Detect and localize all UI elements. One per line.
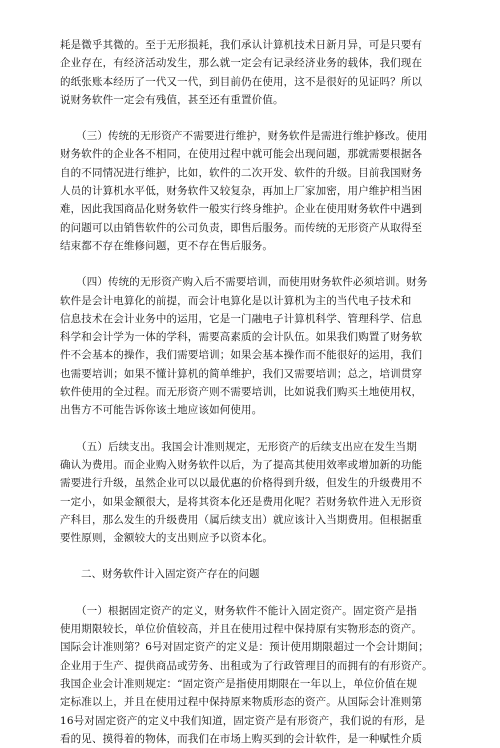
text-line: 确认为费用。而企业购入财务软件以后，为了提高其使用效率或增加新的功能 <box>60 458 423 471</box>
text-line: 企业用于生产、提供商品或劳务、出租或为了行政管理目的而拥有的有形资产。 <box>60 659 433 672</box>
text-line: 看的见、摸得着的物体，而我们在市场上购买到的会计软件，是一种赋性介质 <box>60 732 423 745</box>
text-line: 使用期限较长，单位价值较高，并且在使用过程中保持原有实物形态的资产。 <box>60 623 423 636</box>
paragraph-spacer <box>60 584 440 602</box>
text-line: 自的不同情况进行维护，比如，软件的二次开发、软件的升级。目前我国财务 <box>60 166 423 179</box>
paragraph-subsequent-expenditure <box>60 438 440 548</box>
paragraph-spacer <box>60 109 440 127</box>
text-line: 要性原则，金额较大的支出则应予以资本化。 <box>60 532 273 545</box>
text-line: 国际会计准则第？6号对固定资产的定义是：预计使用期限超过一个会计期间； <box>60 641 429 654</box>
paragraph-residual-value <box>60 36 440 109</box>
paragraph-spacer <box>60 547 440 565</box>
text-line: 人员的计算机水平低，财务软件又较复杂，再加上厂家加密，用户维护相当困 <box>60 185 423 198</box>
text-line: 一定小，如果金额很大，是将其资本化还是费用化呢？若财务软件进入无形资 <box>60 495 423 508</box>
text-line: 我国企业会计准则规定：“固定资产是指使用期限在一年以上，单位价值在规 <box>60 677 417 690</box>
text-line: 产科目，那么发生的升级费用（属后续支出）就应该计入当期费用。但根据重 <box>60 513 423 526</box>
text-line: 软件是会计电算化的前提，而会计电算化是以计算机为主的当代电子技术和 <box>60 294 412 307</box>
text-line: （五）后续支出。我国会计准则规定，无形资产的后续支出应在发生当期 <box>60 440 417 453</box>
text-line: 16号对固定资产的定义中我们知道，固定资产是有形资产，我们说的有形，是 <box>60 714 426 727</box>
text-line: 难，因此我国商品化财务软件一般实行终身维护。企业在使用财务软件中遇到 <box>60 203 423 216</box>
paragraph-maintenance <box>60 127 440 255</box>
text-line: （四）传统的无形资产购入后不需要培训，而使用财务软件必须培训。财务 <box>60 276 428 289</box>
text-line: 结束都不存在维修问题，更不存在售后服务。 <box>60 239 273 252</box>
text-line: 软件使用的全过程。而无形资产则不需要培训，比如说我们购买土地使用权， <box>60 386 423 399</box>
text-line: 企业存在，有经济活动发生，那么就一定会有记录经济业务的载体，我们现在 <box>60 57 423 70</box>
paragraph-spacer <box>60 420 440 438</box>
text-line: 耗是微乎其微的。至于无形损耗，我们承认计算机技术日新月异，可是只要有 <box>60 39 423 51</box>
paragraph-spacer <box>60 255 440 273</box>
text-line: 定标准以上，并且在使用过程中保持原来物质形态的资产。从国际会计准则第 <box>60 696 423 709</box>
text-line: 也需要培训；如果不懂计算机的简单维护，我们又需要培训；总之，培训贯穿 <box>60 367 423 380</box>
text-line: 信息技术在会计业务中的运用，它是一门融电子计算机科学、管理科学、信息 <box>60 312 423 325</box>
section-heading: 二、财务软件计入固定资产存在的问题 <box>81 568 260 581</box>
paragraph-training <box>60 273 440 419</box>
text-line: 件不会基本的操作，我们需要培训；如果会基本操作而不能很好的运用，我们 <box>60 349 423 362</box>
text-line: （一）根据固定资产的定义，财务软件不能计入固定资产。固定资产是指 <box>60 604 417 617</box>
text-line: 出售方不可能告诉你该土地应该如何使用。 <box>60 404 263 417</box>
paragraph-fixed-asset-definition <box>60 602 440 748</box>
text-line: 需要进行升级，虽然企业可以以最优惠的价格得到升级，但发生的升级费用不 <box>60 477 423 490</box>
text-line: 科学和会计学为一体的学科，需要高素质的会计队伍。如果我们购置了财务软 <box>60 331 423 344</box>
text-line: （三）传统的无形资产不需要进行维护，财务软件是需进行维护修改。使用 <box>60 130 428 143</box>
document-page <box>60 36 440 748</box>
text-line: 的问题可以由销售软件的公司负责，即售后服务。而传统的无形资产从取得至 <box>60 221 423 234</box>
text-line: 说财务软件一定会有残值，甚至还有重置价值。 <box>60 93 284 106</box>
text-line: 的纸张账本经历了一代又一代，到目前仍在使用，这不是很好的见证吗？所以 <box>60 75 423 88</box>
text-line: 财务软件的企业各不相同，在使用过程中就可能会出现问题，那就需要根据各 <box>60 148 423 161</box>
